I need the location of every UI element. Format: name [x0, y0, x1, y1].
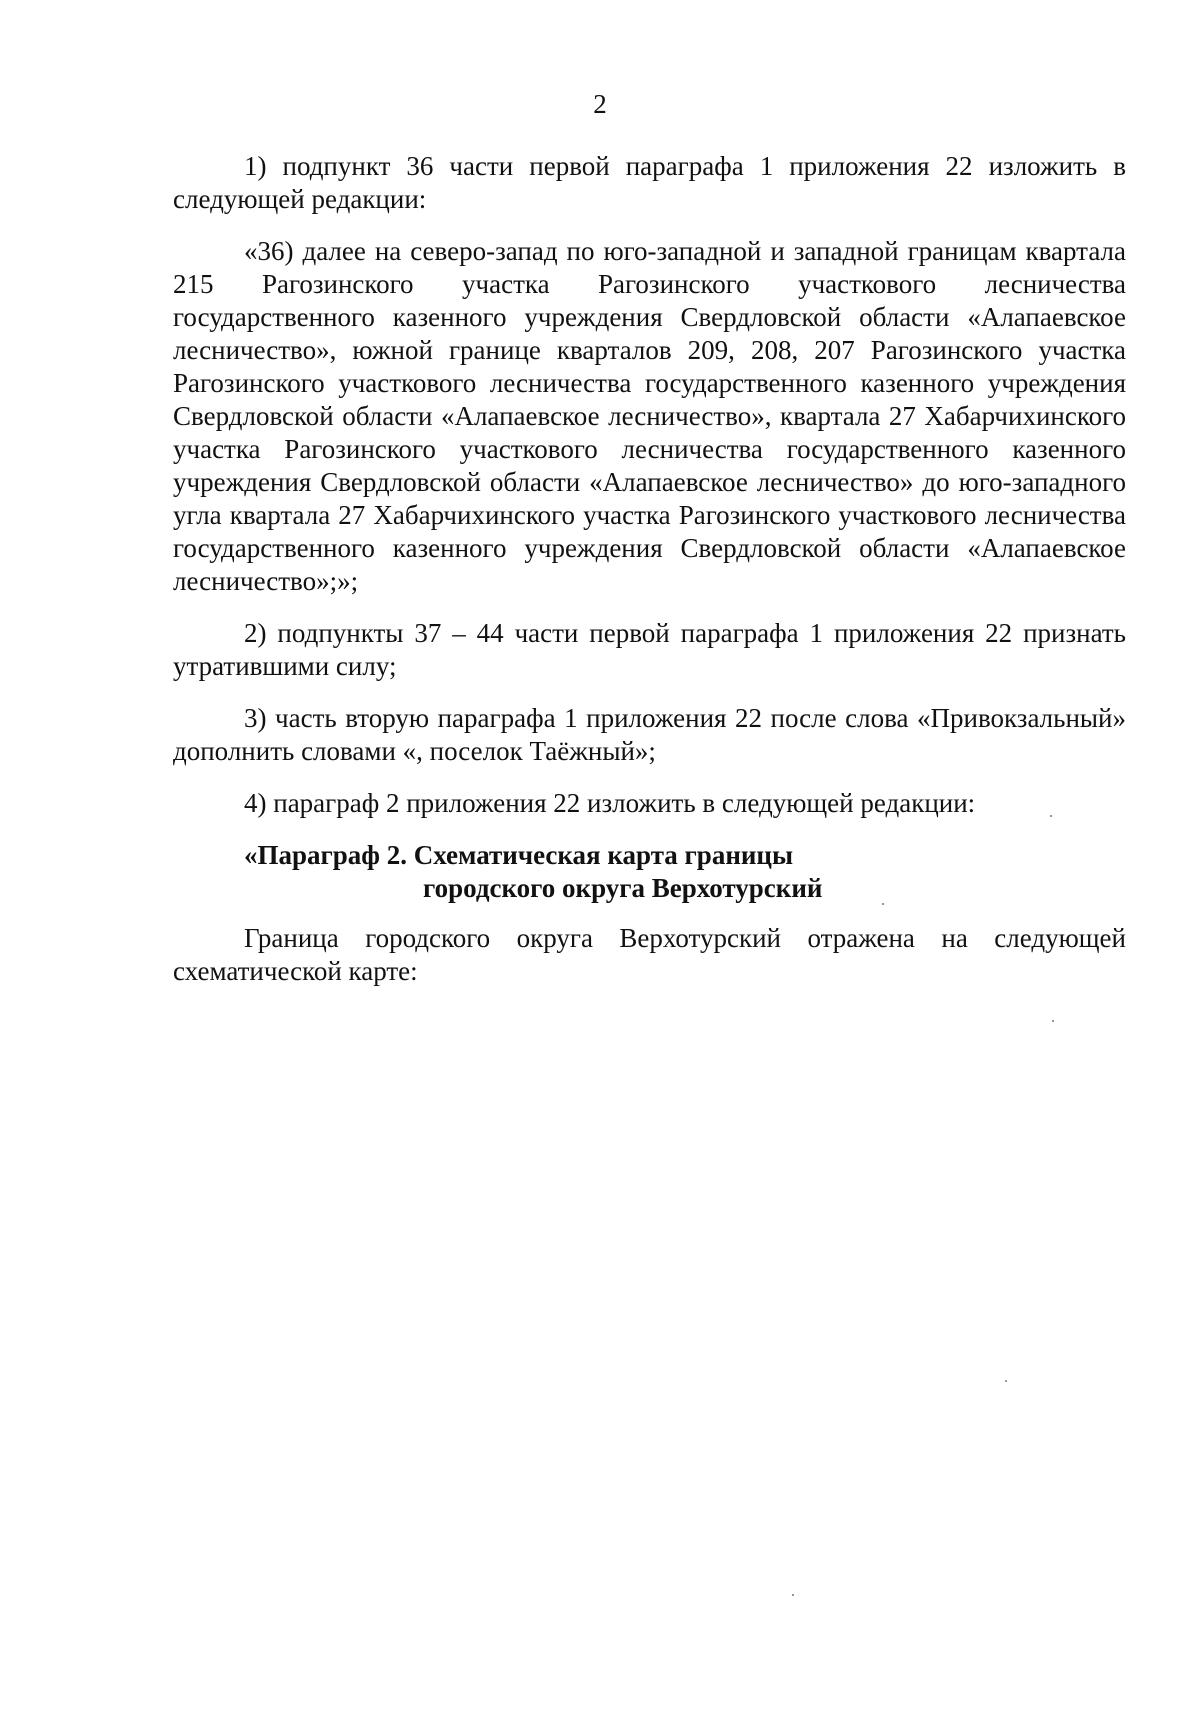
paragraph-item-36-text: «36) далее на северо-запад по юго-западной и западной границам квартала 215 Рагозинского участка Рагозинского участкового лесничества государственного казенного учреждения Свердловской области «Алапаевское лесничество», южной границе кварталов 209, 208, 207 Рагозинского участка Рагозинского участкового лесничества государственного казенного учреждения Свердловской области «Алапаевское лесничество», квартала 27 Хабарчихинского участка Рагозинского участкового лесничества государственного казенного учреждения Свердловской области «Алапаевское лесничество» до юго-западного угла квартала 27 Хабарчихинского участка Рагозинского участкового лесничества государственного казенного учреждения Свердловской области «Алапаевское лесничество»;»; [173, 236, 1126, 596]
section-heading [173, 839, 1126, 905]
scan-speck [882, 903, 884, 905]
scan-speck [1005, 1380, 1007, 1382]
page-number: 2 [593, 89, 607, 119]
paragraph-item-2: 2) подпункты 37 – 44 части первой параграфа 1 приложения 22 признать утратившими силу; [173, 618, 1126, 681]
section-heading-line-2: городского округа Верхотурский [423, 873, 823, 903]
scan-speck [1050, 815, 1052, 817]
paragraph-item-1: 1) подпункт 36 части первой параграфа 1 приложения 22 изложить в следующей редакции: [173, 151, 1126, 214]
scan-speck [792, 1594, 794, 1596]
closing-paragraph: Граница городского округа Верхотурский отражена на следующей схематической карте: [173, 923, 1126, 986]
paragraph-item-3: 3) часть вторую параграфа 1 приложения 22 после слова «Привокзальный» дополнить словами «, поселок Таёжный»; [173, 703, 1126, 766]
paragraph-item-4: 4) параграф 2 приложения 22 изложить в следующей редакции: [244, 788, 976, 818]
section-heading-line-1: «Параграф 2. Схематическая карта границы [244, 840, 794, 870]
document-body [173, 150, 1126, 1007]
scan-speck [1052, 1020, 1054, 1022]
